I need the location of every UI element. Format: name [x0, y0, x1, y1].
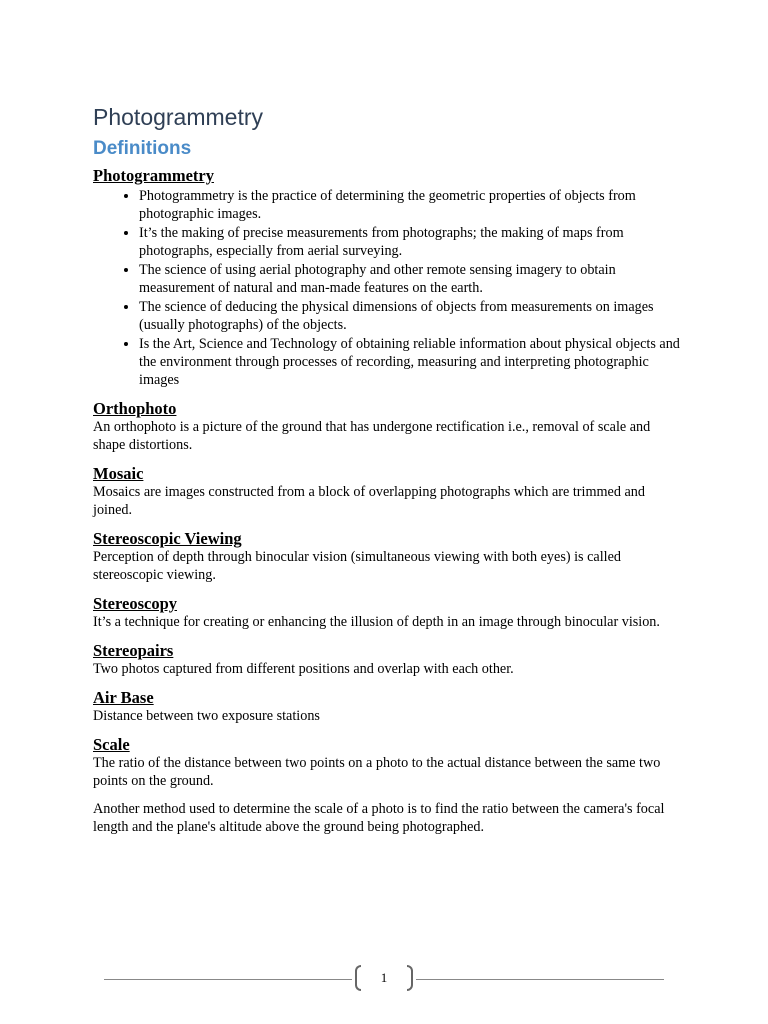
footer-divider	[416, 979, 664, 980]
definition-text: The ratio of the distance between two points on a photo to the actual distance between the same two points on the ground.	[93, 755, 661, 789]
bullet-list	[93, 187, 683, 389]
definition-text: Mosaics are images constructed from a block of overlapping photographs which are trimmed and joined.	[93, 484, 645, 518]
section-mosaic	[93, 464, 683, 519]
definition-text: Two photos captured from different positions and overlap with each other.	[93, 661, 514, 677]
document-subtitle: Definitions	[93, 138, 192, 159]
footer-divider	[104, 979, 352, 980]
list-item: • It’s the making of precise measurements from photographs; the making of maps from photographs, especially from aerial surveying.	[139, 224, 683, 260]
page-number: 1	[380, 970, 388, 985]
term-heading: Air Base	[93, 688, 154, 707]
definition-text: Another method used to determine the scale of a photo is to find the ratio between the camera's focal length and the plane's altitude above the ground being photographed.	[93, 801, 665, 835]
term-heading: Stereoscopic Viewing	[93, 529, 242, 548]
page-footer	[104, 962, 664, 996]
document-page	[93, 100, 683, 846]
term-heading: Mosaic	[93, 464, 144, 483]
definition-text: Perception of depth through binocular vision (simultaneous viewing with both eyes) is called stereoscopic viewing.	[93, 549, 621, 583]
term-heading: Scale	[93, 735, 130, 754]
right-bracket-icon	[407, 965, 413, 991]
section-stereoscopic-viewing	[93, 529, 683, 584]
list-item: • The science of deducing the physical dimensions of objects from measurements on images (usually photographs) of the objects.	[139, 298, 683, 334]
list-item: • Photogrammetry is the practice of determining the geometric properties of objects from photographic images.	[139, 187, 683, 223]
list-item: • The science of using aerial photography and other remote sensing imagery to obtain measurement of natural and man-made features on the earth.	[139, 261, 683, 297]
section-photogrammetry	[93, 166, 683, 389]
list-item: • Is the Art, Science and Technology of obtaining reliable information about physical objects and the environment through processes of recording, measuring and interpreting photographic images	[139, 335, 683, 389]
document-title: Photogrammetry	[93, 104, 264, 130]
section-air-base	[93, 688, 683, 725]
section-orthophoto	[93, 399, 683, 454]
definition-text: Distance between two exposure stations	[93, 708, 320, 724]
left-bracket-icon	[355, 965, 361, 991]
term-heading: Orthophoto	[93, 399, 177, 418]
section-scale	[93, 735, 683, 836]
term-heading: Stereopairs	[93, 641, 174, 660]
section-stereoscopy	[93, 594, 683, 631]
definition-text: It’s a technique for creating or enhancing the illusion of depth in an image through binocular vision.	[93, 614, 660, 630]
section-stereopairs	[93, 641, 683, 678]
term-heading: Stereoscopy	[93, 594, 178, 613]
term-heading: Photogrammetry	[93, 166, 214, 185]
definition-text: An orthophoto is a picture of the ground that has undergone rectification i.e., removal of scale and shape distortions.	[93, 419, 651, 453]
